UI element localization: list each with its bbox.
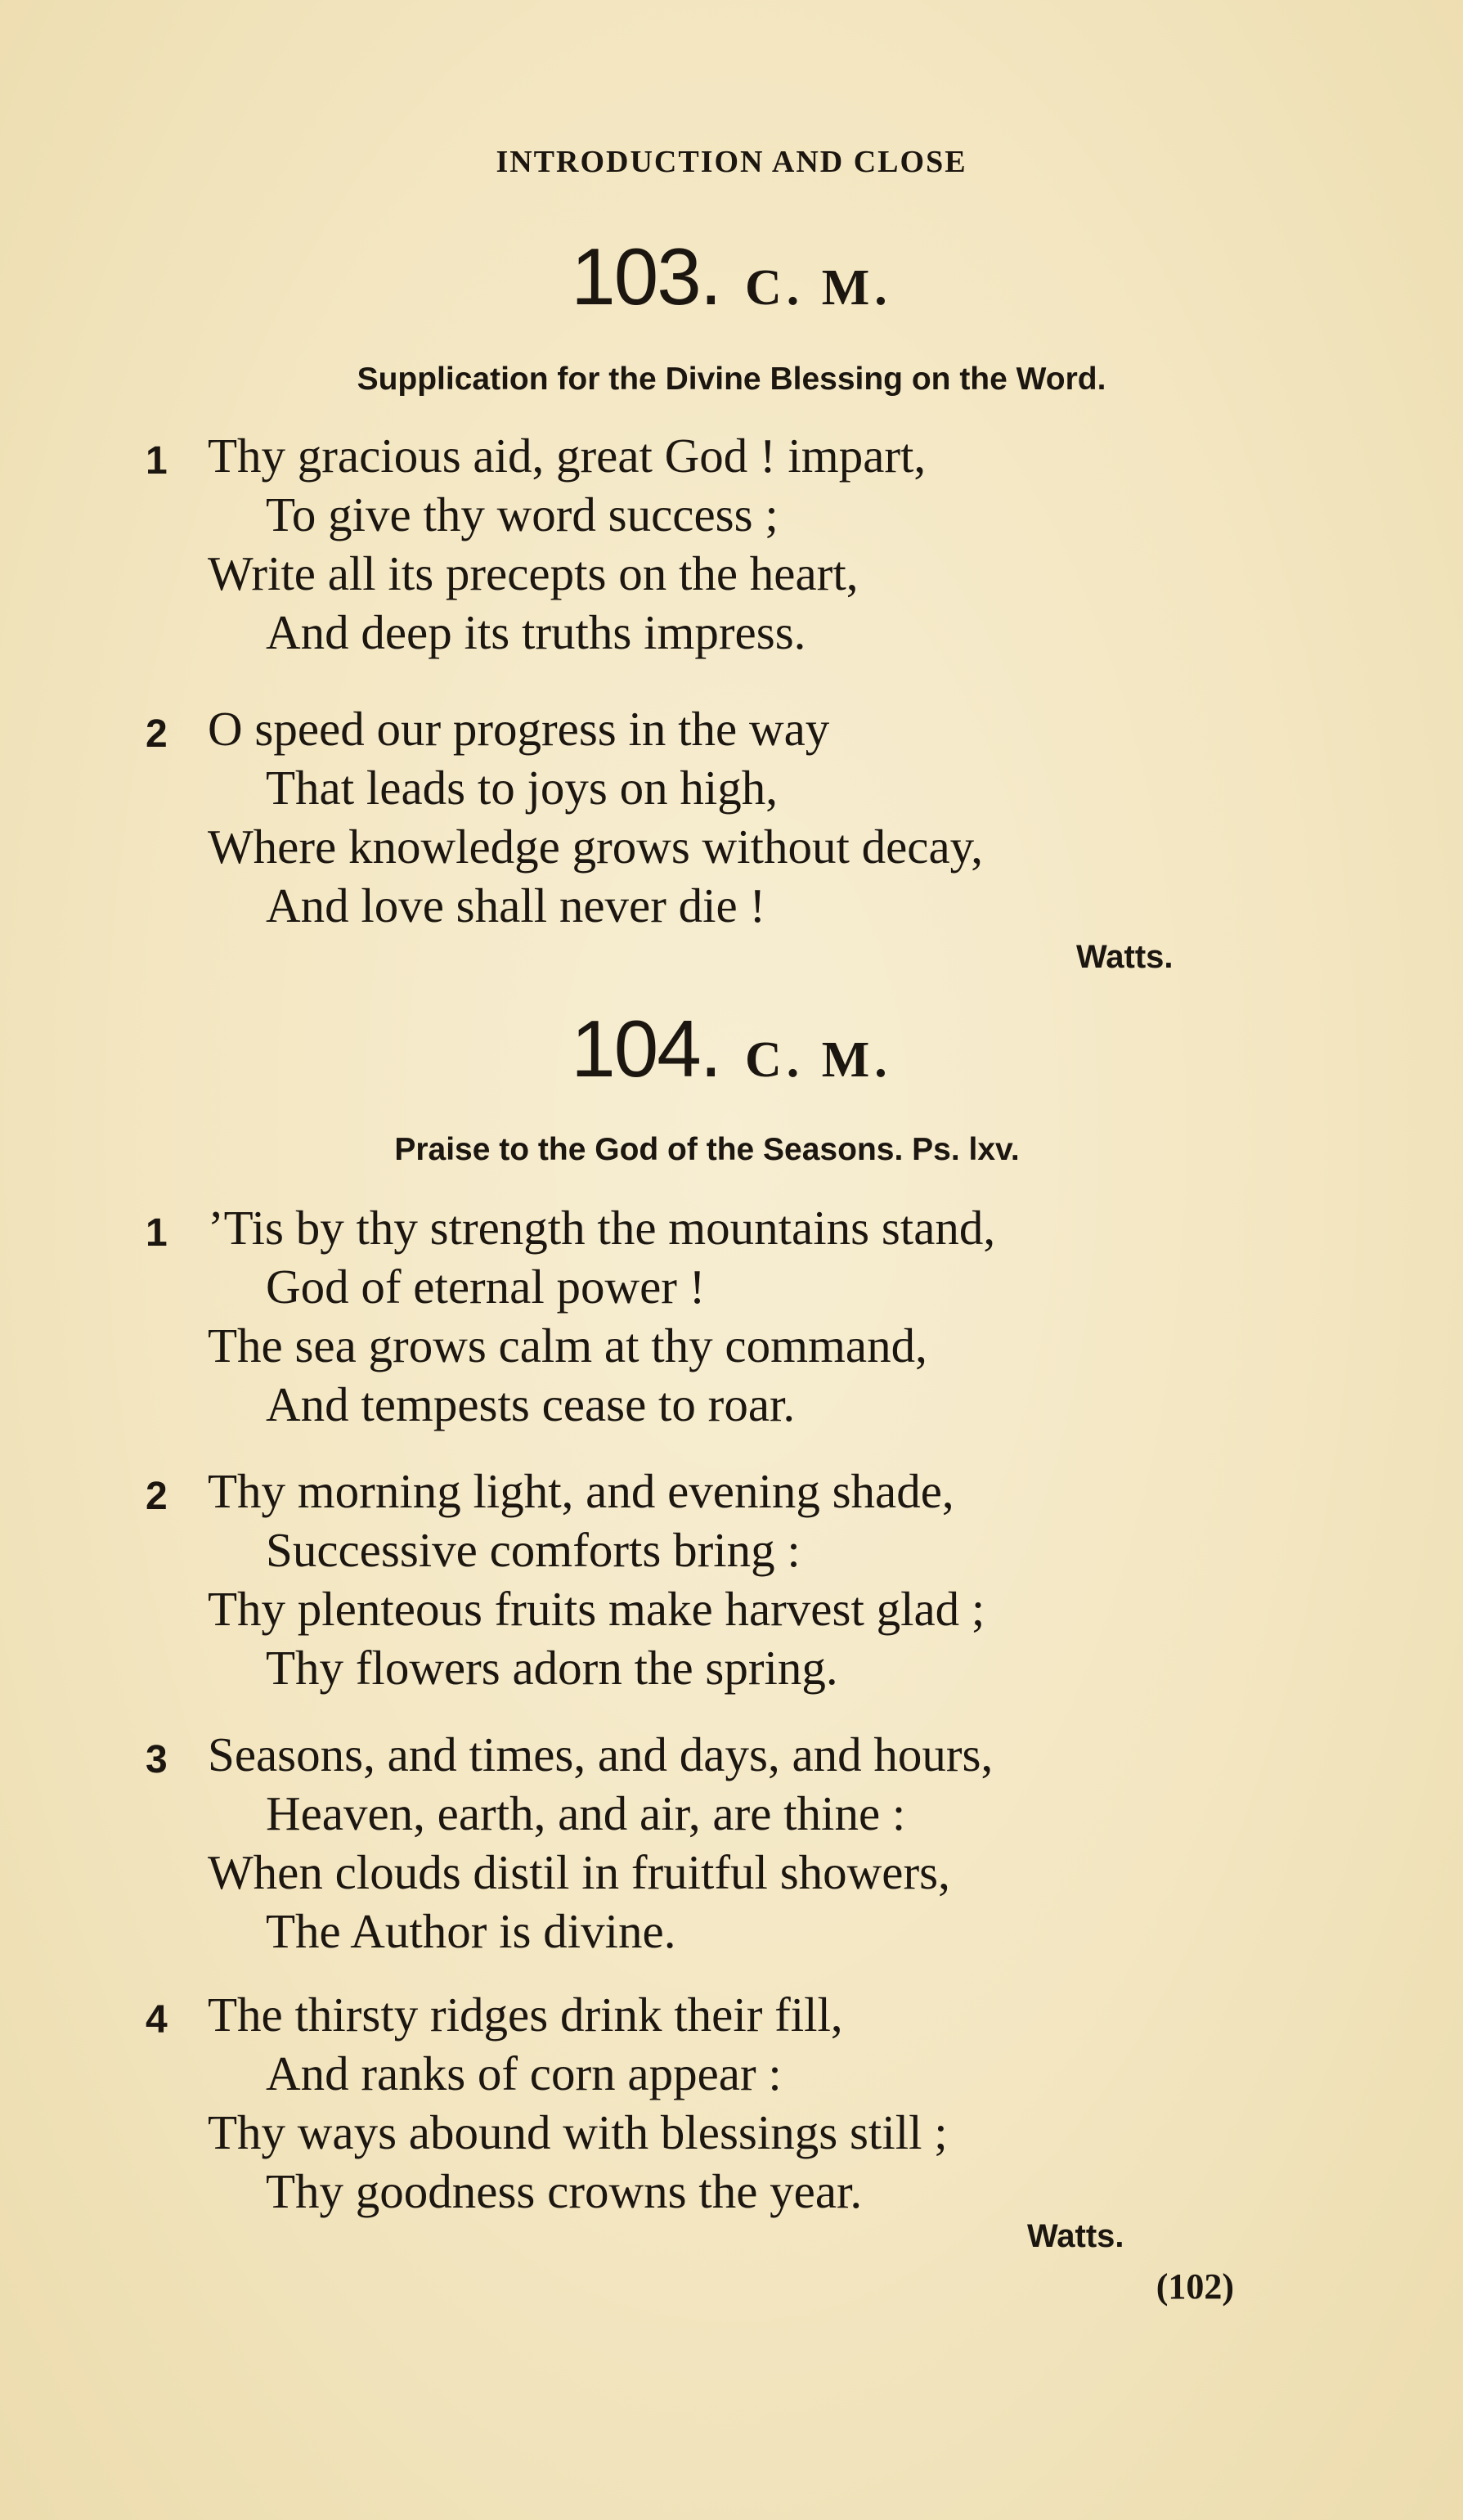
verse-line: Thy morning light, and evening shade, — [208, 1464, 954, 1518]
verse-line: The sea grows calm at thy command, — [208, 1318, 927, 1372]
stanza-number: 4 — [146, 1998, 168, 2042]
page-number: (102) — [1156, 2266, 1234, 2307]
verse-line: Seasons, and times, and days, and hours, — [208, 1727, 994, 1781]
verse-line: Heaven, earth, and air, are thine : — [266, 1786, 906, 1840]
verse-line: O speed our progress in the way — [208, 702, 830, 756]
stanza-number: 2 — [146, 1475, 168, 1518]
hymn-heading — [0, 231, 1463, 323]
hymn-meter: C. M. — [744, 1032, 892, 1088]
hymn-subtitle: Supplication for the Divine Blessing on the Word. — [357, 362, 1106, 397]
hymn-number: 103. — [571, 231, 720, 321]
verse-line: Thy flowers adorn the spring. — [266, 1641, 838, 1695]
verse-line: Write all its precepts on the heart, — [208, 546, 859, 600]
attribution: Watts. — [1076, 939, 1174, 975]
stanza-number: 2 — [146, 712, 168, 756]
verse-line: And deep its truths impress. — [266, 605, 806, 659]
verse-line: Thy ways abound with blessings still ; — [208, 2105, 948, 2159]
verse-line: Thy plenteous fruits make harvest glad ; — [208, 1582, 985, 1636]
stanza-number: 1 — [146, 1211, 168, 1255]
hymn-meter: C. M. — [744, 260, 892, 316]
stanza-number: 3 — [146, 1738, 168, 1781]
verse-line: The Author is divine. — [266, 1904, 676, 1958]
verse-line: That leads to joys on high, — [266, 761, 778, 815]
hymn-number: 104. — [571, 1004, 720, 1094]
attribution: Watts. — [1027, 2218, 1124, 2254]
hymn-subtitle: Praise to the God of the Seasons. Ps. lxv. — [394, 1132, 1020, 1167]
stanza-number: 1 — [146, 439, 168, 483]
hymn-heading — [0, 1003, 1463, 1095]
verse-line: Thy gracious aid, great God ! impart, — [208, 429, 927, 483]
verse-line: Successive comforts bring : — [266, 1523, 801, 1577]
verse-line: To give thy word success ; — [266, 487, 779, 541]
verse-line: When clouds distil in fruitful showers, — [208, 1845, 950, 1899]
verse-line: And ranks of corn appear : — [266, 2046, 782, 2100]
verse-line: And love shall never die ! — [266, 878, 766, 932]
verse-line: Where knowledge grows without decay, — [208, 820, 984, 874]
running-head: INTRODUCTION AND CLOSE — [496, 145, 967, 179]
verse-line: Thy goodness crowns the year. — [266, 2164, 863, 2218]
verse-line: ’Tis by thy strength the mountains stand, — [208, 1201, 996, 1255]
verse-line: And tempests cease to roar. — [266, 1377, 796, 1431]
verse-line: God of eternal power ! — [266, 1260, 706, 1314]
verse-line: The thirsty ridges drink their fill, — [208, 1988, 843, 2042]
